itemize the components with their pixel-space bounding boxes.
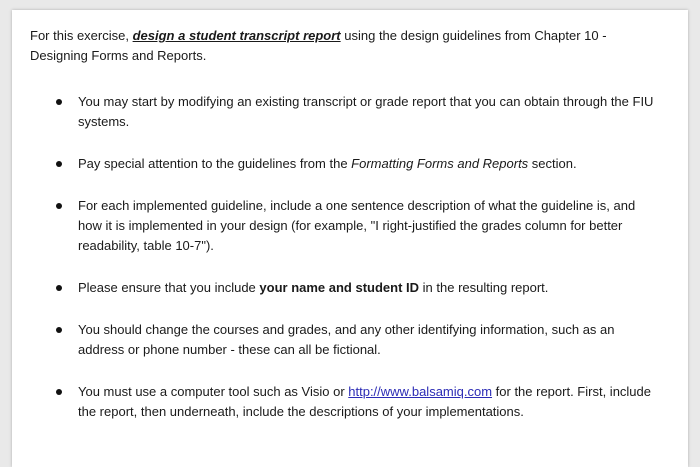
section-name-italic: Formatting Forms and Reports — [351, 156, 529, 171]
list-item — [30, 382, 658, 422]
bullet-icon — [56, 161, 62, 167]
list-item — [30, 320, 658, 360]
list-item-text: Pay special attention to the guidelines from the — [78, 156, 352, 171]
list-item-text: for the report. First, include the report, then underneath, include the descriptions of your implementations. — [78, 384, 651, 419]
list-item-text: section. — [528, 156, 577, 171]
bullet-icon — [56, 99, 62, 105]
intro-emphasis: design a student transcript report — [132, 28, 341, 43]
bullet-icon — [56, 203, 62, 209]
list-item — [30, 154, 658, 174]
name-and-id-bold: your name and student ID — [259, 280, 420, 295]
list-item — [30, 278, 658, 298]
intro-text-after: using the design guidelines from Chapter 10 - Designing Forms and Reports. — [30, 28, 607, 63]
list-item-text: You must use a computer tool such as Visio or — [78, 384, 349, 399]
bullet-icon — [56, 285, 62, 291]
list-item-text: in the resulting report. — [419, 280, 549, 295]
intro-paragraph — [30, 26, 658, 66]
instruction-list — [30, 92, 658, 422]
bullet-icon — [56, 389, 62, 395]
intro-text-before: For this exercise, — [30, 28, 133, 43]
list-item-text: Please ensure that you include — [78, 280, 260, 295]
balsamiq-link[interactable]: http://www.balsamiq.com — [348, 384, 493, 399]
list-item — [30, 92, 658, 132]
list-item-text: For each implemented guideline, include a one sentence description of what the guideline is, and how it is implemented in your design (for example, "I right-justified the grades column for better readability, table 10-7"). — [78, 198, 636, 253]
list-item — [30, 196, 658, 256]
list-item-text: You should change the courses and grades, and any other identifying information, such as an address or phone number - these can all be fictional. — [78, 322, 615, 357]
list-item-text: You may start by modifying an existing transcript or grade report that you can obtain through the FIU systems. — [78, 94, 654, 129]
document-page — [12, 10, 688, 467]
bullet-icon — [56, 327, 62, 333]
